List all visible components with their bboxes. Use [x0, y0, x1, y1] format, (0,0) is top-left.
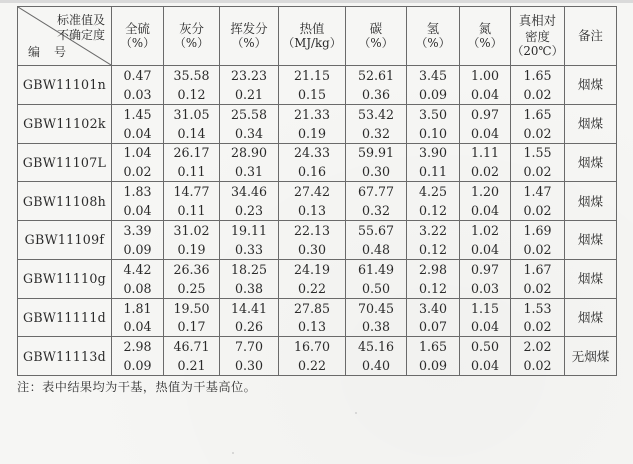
- column-header: [407, 7, 460, 66]
- standard-value-cell: 14.41: [220, 298, 279, 317]
- standard-value-cell: 25.58: [220, 104, 279, 123]
- table-row-value: [18, 143, 617, 162]
- standard-value-cell: 61.49: [346, 259, 407, 278]
- table-row-value: [18, 182, 617, 201]
- uncertainty-cell: 0.09: [407, 85, 460, 104]
- standard-value-cell: 14.77: [164, 182, 220, 201]
- standard-value-cell: 1.11: [460, 143, 511, 162]
- standard-value-cell: 3.45: [407, 66, 460, 85]
- column-header: [220, 7, 279, 66]
- uncertainty-cell: 0.48: [346, 240, 407, 259]
- uncertainty-cell: 0.09: [112, 356, 164, 375]
- table-header-row: [18, 7, 617, 66]
- standard-value-cell: 46.71: [164, 337, 220, 356]
- standard-value-cell: 28.90: [220, 143, 279, 162]
- uncertainty-cell: 0.25: [164, 279, 220, 298]
- standard-value-cell: 16.70: [279, 337, 346, 356]
- standard-value-cell: 4.25: [407, 182, 460, 201]
- uncertainty-cell: 0.11: [164, 162, 220, 181]
- column-unit: （%）: [120, 36, 155, 51]
- column-header: [346, 7, 407, 66]
- corner-top-label: 标准值及 不确定度: [56, 13, 105, 42]
- standard-value-cell: 3.90: [407, 143, 460, 162]
- standard-value-cell: 55.67: [346, 221, 407, 240]
- uncertainty-cell: 0.13: [279, 201, 346, 220]
- uncertainty-cell: 0.03: [112, 85, 164, 104]
- uncertainty-cell: 0.02: [112, 162, 164, 181]
- uncertainty-cell: 0.04: [460, 240, 511, 259]
- standard-value-cell: 24.19: [279, 259, 346, 278]
- column-unit: （MJ/kg）: [282, 36, 342, 51]
- uncertainty-cell: 0.02: [511, 279, 565, 298]
- standard-value-cell: 27.42: [279, 182, 346, 201]
- column-header: [511, 7, 565, 66]
- uncertainty-cell: 0.30: [346, 162, 407, 181]
- column-header: [279, 7, 346, 66]
- corner-bottom-label: 编号: [28, 45, 81, 59]
- remark-cell: 烟煤: [565, 104, 617, 143]
- standard-value-cell: 1.65: [511, 104, 565, 123]
- uncertainty-cell: 0.17: [164, 318, 220, 337]
- standard-value-cell: 26.36: [164, 259, 220, 278]
- standard-value-cell: 1.53: [511, 298, 565, 317]
- standard-value-cell: 45.16: [346, 337, 407, 356]
- uncertainty-cell: 0.09: [407, 356, 460, 375]
- uncertainty-cell: 0.11: [407, 162, 460, 181]
- uncertainty-cell: 0.09: [112, 240, 164, 259]
- standard-value-cell: 1.15: [460, 298, 511, 317]
- sample-code-cell: GBW11102k: [18, 104, 112, 143]
- standard-value-cell: 1.02: [460, 221, 511, 240]
- standard-value-cell: 22.13: [279, 221, 346, 240]
- uncertainty-cell: 0.30: [220, 356, 279, 375]
- uncertainty-cell: 0.16: [279, 162, 346, 181]
- uncertainty-cell: 0.12: [164, 85, 220, 104]
- table-row-value: [18, 298, 617, 317]
- uncertainty-cell: 0.04: [460, 201, 511, 220]
- standard-value-cell: 1.69: [511, 221, 565, 240]
- table-row-value: [18, 104, 617, 123]
- column-unit: （%）: [231, 36, 267, 51]
- standard-value-cell: 1.45: [112, 104, 164, 123]
- standard-value-cell: 35.58: [164, 66, 220, 85]
- standard-value-cell: 34.46: [220, 182, 279, 201]
- column-name: 氢: [426, 20, 440, 36]
- uncertainty-cell: 0.13: [279, 318, 346, 337]
- uncertainty-cell: 0.02: [511, 162, 565, 181]
- remark-cell: 烟煤: [565, 182, 617, 221]
- table-footnote: 注：表中结果均为干基，热值为干基高位。: [17, 380, 257, 394]
- standard-value-cell: 7.70: [220, 337, 279, 356]
- uncertainty-cell: 0.21: [164, 356, 220, 375]
- standard-value-cell: 2.02: [511, 337, 565, 356]
- standard-value-cell: 1.81: [112, 298, 164, 317]
- standard-value-cell: 0.50: [460, 337, 511, 356]
- standard-value-cell: 3.40: [407, 298, 460, 317]
- uncertainty-cell: 0.38: [346, 318, 407, 337]
- uncertainty-cell: 0.02: [511, 85, 565, 104]
- uncertainty-cell: 0.32: [346, 201, 407, 220]
- uncertainty-cell: 0.31: [220, 162, 279, 181]
- remark-cell: 烟煤: [565, 143, 617, 182]
- uncertainty-cell: 0.02: [511, 124, 565, 143]
- uncertainty-cell: 0.04: [112, 318, 164, 337]
- sample-code-cell: GBW11111d: [18, 298, 112, 337]
- uncertainty-cell: 0.12: [407, 201, 460, 220]
- column-name: 碳: [369, 20, 383, 36]
- standard-value-cell: 1.04: [112, 143, 164, 162]
- uncertainty-cell: 0.02: [460, 162, 511, 181]
- standard-value-cell: 31.05: [164, 104, 220, 123]
- uncertainty-cell: 0.22: [279, 356, 346, 375]
- table-row-value: [18, 66, 617, 85]
- scan-speck: [355, 412, 357, 414]
- standard-value-cell: 1.67: [511, 259, 565, 278]
- remark-cell: 烟煤: [565, 298, 617, 337]
- remark-cell: 烟煤: [565, 221, 617, 260]
- standard-value-cell: 23.23: [220, 66, 279, 85]
- standard-value-cell: 4.42: [112, 259, 164, 278]
- sample-code-cell: GBW11107L: [18, 143, 112, 182]
- table-row-value: [18, 337, 617, 356]
- standard-value-cell: 70.45: [346, 298, 407, 317]
- standard-value-cell: 27.85: [279, 298, 346, 317]
- uncertainty-cell: 0.02: [511, 240, 565, 259]
- standard-value-cell: 0.97: [460, 259, 511, 278]
- corner-header-cell: [18, 7, 112, 66]
- sample-code-cell: GBW11108h: [18, 182, 112, 221]
- uncertainty-cell: 0.19: [279, 124, 346, 143]
- column-unit: （%）: [358, 36, 394, 51]
- standard-value-cell: 26.17: [164, 143, 220, 162]
- uncertainty-cell: 0.32: [346, 124, 407, 143]
- uncertainty-cell: 0.40: [346, 356, 407, 375]
- standard-value-cell: 1.55: [511, 143, 565, 162]
- column-unit: （20℃）: [511, 44, 564, 59]
- uncertainty-cell: 0.04: [460, 356, 511, 375]
- remark-cell: 无烟煤: [565, 337, 617, 376]
- uncertainty-cell: 0.15: [279, 85, 346, 104]
- remark-header: 备注: [565, 7, 617, 66]
- uncertainty-cell: 0.04: [112, 124, 164, 143]
- column-unit: （%）: [415, 36, 451, 51]
- uncertainty-cell: 0.14: [164, 124, 220, 143]
- standard-value-cell: 1.20: [460, 182, 511, 201]
- standard-value-cell: 67.77: [346, 182, 407, 201]
- sample-code-cell: GBW11113d: [18, 337, 112, 376]
- column-name: 氮: [478, 20, 492, 36]
- standard-value-cell: 31.02: [164, 221, 220, 240]
- sample-code-cell: GBW11109f: [18, 221, 112, 260]
- table-row-value: [18, 221, 617, 240]
- uncertainty-cell: 0.36: [346, 85, 407, 104]
- uncertainty-cell: 0.50: [346, 279, 407, 298]
- uncertainty-cell: 0.19: [164, 240, 220, 259]
- column-name: 灰分: [179, 20, 204, 36]
- uncertainty-cell: 0.11: [164, 201, 220, 220]
- uncertainty-cell: 0.03: [460, 279, 511, 298]
- standard-value-cell: 18.25: [220, 259, 279, 278]
- remark-cell: 烟煤: [565, 66, 617, 105]
- column-name: 挥发分: [230, 20, 268, 36]
- scan-speck: [232, 452, 234, 454]
- standard-value-cell: 0.97: [460, 104, 511, 123]
- top-rule: [0, 0, 633, 3]
- uncertainty-cell: 0.12: [407, 279, 460, 298]
- column-name: 热值: [299, 20, 325, 36]
- standard-value-cell: 1.83: [112, 182, 164, 201]
- column-header: [164, 7, 220, 66]
- uncertainty-cell: 0.04: [460, 124, 511, 143]
- standard-value-cell: 19.11: [220, 221, 279, 240]
- uncertainty-cell: 0.10: [407, 124, 460, 143]
- uncertainty-cell: 0.04: [112, 201, 164, 220]
- uncertainty-cell: 0.02: [511, 356, 565, 375]
- standard-value-cell: 59.91: [346, 143, 407, 162]
- standard-value-cell: 2.98: [407, 259, 460, 278]
- column-unit: （%）: [174, 36, 209, 51]
- uncertainty-cell: 0.21: [220, 85, 279, 104]
- standard-value-cell: 3.22: [407, 221, 460, 240]
- uncertainty-cell: 0.07: [407, 318, 460, 337]
- column-header: [112, 7, 164, 66]
- column-unit: （%）: [467, 36, 503, 51]
- sample-code-cell: GBW11110g: [18, 259, 112, 298]
- uncertainty-cell: 0.08: [112, 279, 164, 298]
- standard-value-cell: 1.47: [511, 182, 565, 201]
- standard-value-cell: 52.61: [346, 66, 407, 85]
- uncertainty-cell: 0.33: [220, 240, 279, 259]
- uncertainty-cell: 0.26: [220, 318, 279, 337]
- standard-value-cell: 24.33: [279, 143, 346, 162]
- standard-value-cell: 53.42: [346, 104, 407, 123]
- standard-value-cell: 21.33: [279, 104, 346, 123]
- sample-code-cell: GBW11101n: [18, 66, 112, 105]
- reference-material-table: [17, 6, 617, 376]
- uncertainty-cell: 0.34: [220, 124, 279, 143]
- uncertainty-cell: 0.30: [279, 240, 346, 259]
- uncertainty-cell: 0.02: [511, 318, 565, 337]
- remark-cell: 烟煤: [565, 259, 617, 298]
- column-header: [460, 7, 511, 66]
- uncertainty-cell: 0.04: [460, 318, 511, 337]
- standard-value-cell: 3.39: [112, 221, 164, 240]
- uncertainty-cell: 0.22: [279, 279, 346, 298]
- uncertainty-cell: 0.38: [220, 279, 279, 298]
- standard-value-cell: 21.15: [279, 66, 346, 85]
- column-name: 全硫: [125, 20, 150, 36]
- uncertainty-cell: 0.02: [511, 201, 565, 220]
- standard-value-cell: 1.65: [511, 66, 565, 85]
- standard-value-cell: 1.65: [407, 337, 460, 356]
- standard-value-cell: 3.50: [407, 104, 460, 123]
- uncertainty-cell: 0.12: [407, 240, 460, 259]
- standard-value-cell: 1.00: [460, 66, 511, 85]
- table-row-value: [18, 259, 617, 278]
- standard-value-cell: 2.98: [112, 337, 164, 356]
- standard-value-cell: 0.47: [112, 66, 164, 85]
- column-name: 真相对 密度: [518, 13, 557, 44]
- uncertainty-cell: 0.23: [220, 201, 279, 220]
- uncertainty-cell: 0.04: [460, 85, 511, 104]
- standard-value-cell: 19.50: [164, 298, 220, 317]
